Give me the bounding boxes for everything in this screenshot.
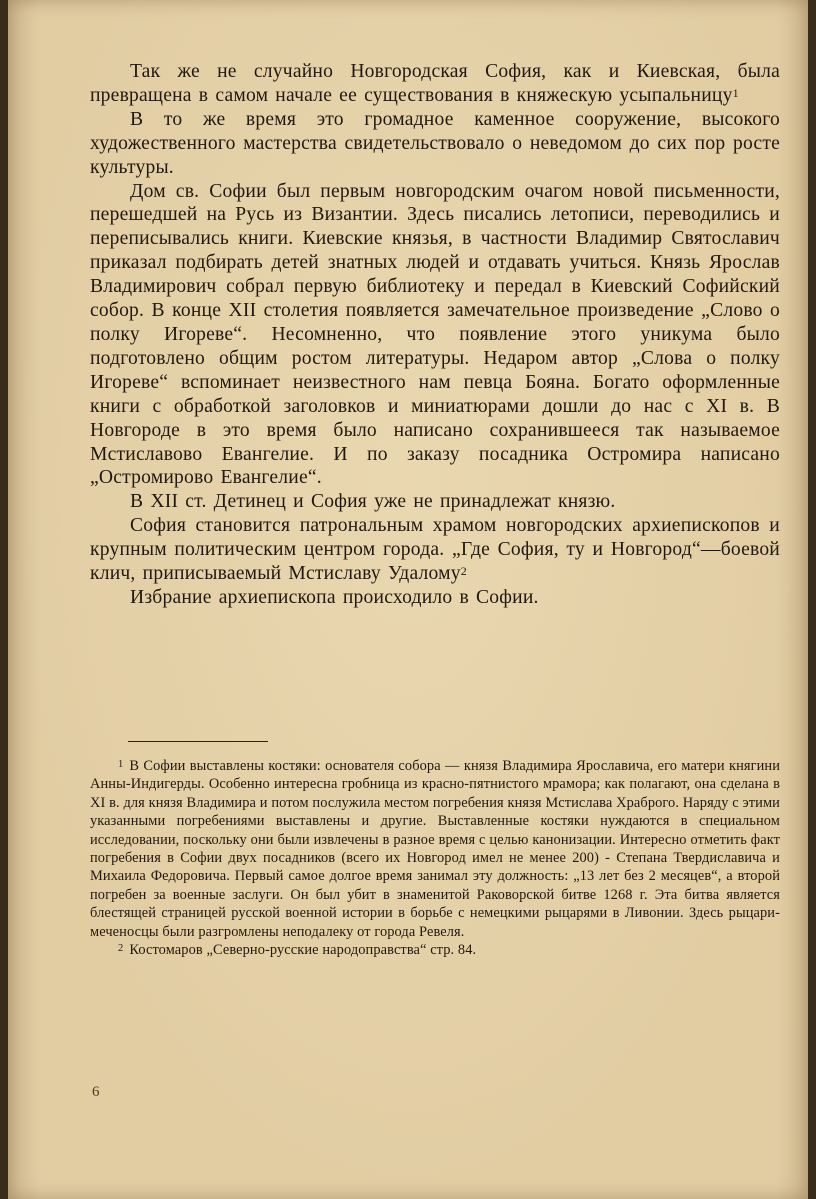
footnote	[90, 941, 780, 959]
paragraph-text: В то же время это громадное каменное сооружение, высокого художественного мастерства свидетельствовало о неведомом до сих пор росте культуры.	[90, 108, 780, 178]
footnote-divider	[128, 741, 268, 742]
footnote-text: Костомаров „Северно-русские народоправства“ стр. 84.	[129, 942, 477, 959]
book-page	[8, 0, 808, 1199]
paragraph	[90, 514, 780, 586]
paragraph	[90, 108, 780, 180]
page-number: 6	[92, 1084, 100, 1100]
footnotes	[90, 757, 780, 959]
paragraph	[90, 490, 780, 514]
footnote	[90, 757, 780, 941]
footnote-mark: 1	[118, 759, 124, 770]
paragraph-text: Избрание архиепископа происходило в Софии.	[130, 586, 539, 608]
paragraph	[90, 60, 780, 108]
paragraph	[90, 586, 780, 610]
main-text	[90, 60, 780, 610]
footnote-reference: 1	[732, 85, 739, 100]
paragraph-text: В XII ст. Детинец и София уже не принадлежат князю.	[130, 491, 616, 513]
footnote-reference: 2	[460, 564, 467, 579]
paragraph	[90, 180, 780, 491]
paragraph-text: Дом св. Софии был первым новгородским очагом новой письменности, перешедшей на Русь из Византии. Здесь писались летописи, переводились и переписывались книги. Киевские князья, в частности Владимир Святославич приказал подбирать детей знатных людей и отдавать учиться. Князь Ярослав Владимирович собрал первую библиотеку и передал в Киевский Софийский собор. В конце XII столетия появляется замечательное произведение „Слово о полку Игореве“. Несомненно, что появление этого уникума было подготовлено общим ростом литературы. Недаром автор „Слова о полку Игореве“ вспоминает неизвестного нам певца Бояна. Богато оформленные книги с обработкой заголовков и миниатюрами дошли до нас с XI в. В Новгороде в это время было написано сохранившееся так называемое Мстиславово Евангелие. И по заказу посадника Остромира написано „Остромирово Евангелие“.	[90, 180, 780, 489]
paragraph-text: Так же не случайно Новгородская София, как и Киевская, была превращена в самом начале ее существования в княжескую усыпальницу	[90, 61, 780, 106]
paragraph-text: София становится патрональным храмом новгородских архиепископов и крупным политическим центром города. „Где София, ту и Новгород“—боевой клич, приписываемый Мстиславу Удалому	[90, 515, 780, 585]
footnote-mark: 2	[118, 943, 124, 955]
footnote-text: В Софии выставлены костяки: основателя собора — князя Владимира Ярославича, его матери княгини Анны-Индигерды. Особенно интересна гробница из красно-пятнистого мрамора; как полагают, она сделана в XI в. для князя Владимира и потом послужила местом погребения князя Мстислава Храброго. Наряду с этими указанными погребениями выставлены и другие. Выставленные костяки нуждаются в специальном исследовании, поскольку они были извлечены в разное время с целью канонизации. Интересно отметить факт погребения в Софии двух посадников (всего их Новгород имел не менее 200) - Степана Твердиславича и Михаила Федоровича. Первый самое долгое время занимал эту должность: „13 лет без 2 месяцев“, а второй погребен за военные заслуги. Он был убит в знаменитой Раковорской битве 1268 г. Эта битва является блестящей страницей русской военной истории в борьбе с немецкими рыцарями в Ливонии. Здесь рыцари-меченосцы были разгромлены неподалеку от города Ревеля.	[90, 758, 780, 940]
